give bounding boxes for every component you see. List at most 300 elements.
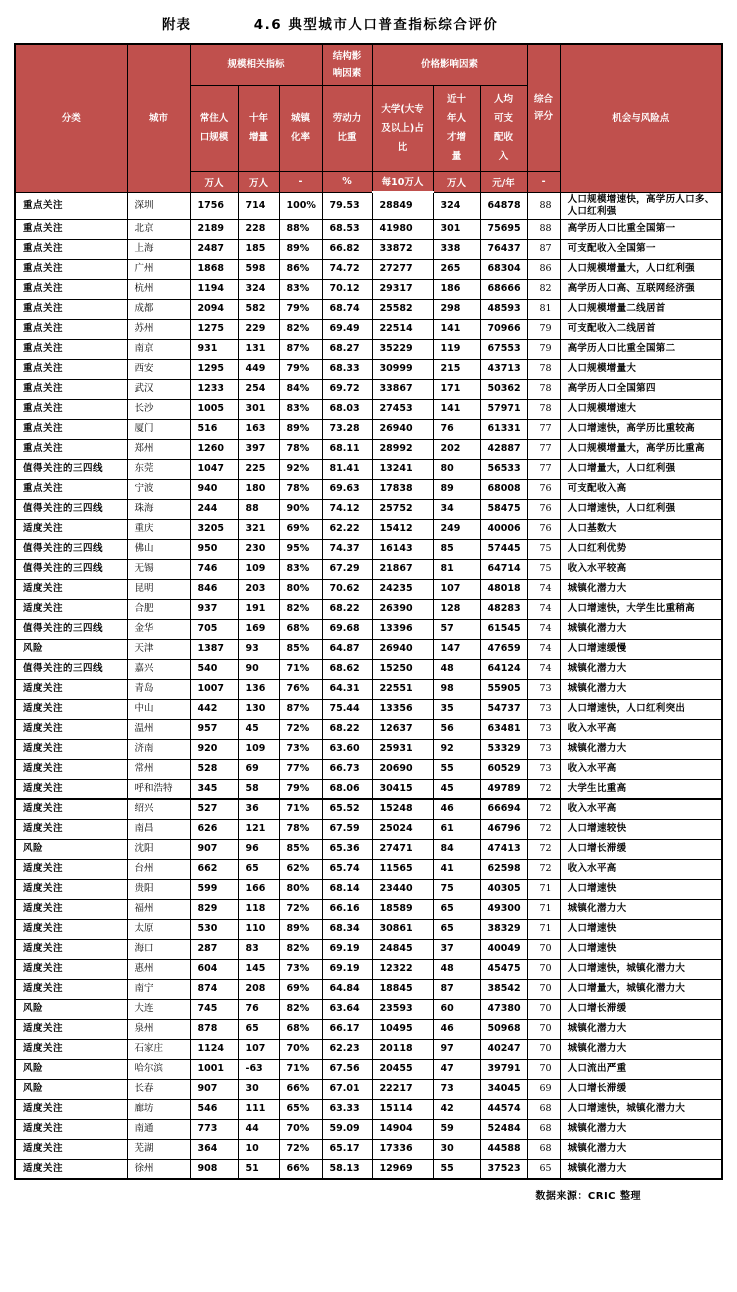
college-share-cell: 26940 <box>372 639 433 659</box>
income-cell: 52484 <box>480 1119 527 1139</box>
table-row <box>15 1079 722 1099</box>
labor-ratio-cell: 63.64 <box>322 999 372 1019</box>
labor-ratio-cell: 68.27 <box>322 339 372 359</box>
city-cell: 大连 <box>127 999 190 1019</box>
unit-resident-pop: 万人 <box>190 171 238 192</box>
remark-cell: 城镇化潜力大 <box>560 1139 722 1159</box>
table-row <box>15 1159 722 1179</box>
resident-pop-cell: 599 <box>190 879 238 899</box>
category-cell: 适度关注 <box>15 979 127 999</box>
decade-increment-cell: 96 <box>238 839 279 859</box>
decade-increment-cell: 93 <box>238 639 279 659</box>
talent-increment-cell: 215 <box>433 359 480 379</box>
table-row <box>15 1039 722 1059</box>
score-cell: 71 <box>527 879 560 899</box>
resident-pop-cell: 746 <box>190 559 238 579</box>
resident-pop-cell: 1295 <box>190 359 238 379</box>
unit-college-share: 每10万人 <box>372 171 433 192</box>
category-cell: 重点关注 <box>15 379 127 399</box>
talent-increment-cell: 171 <box>433 379 480 399</box>
resident-pop-cell: 546 <box>190 1099 238 1119</box>
talent-increment-cell: 46 <box>433 1019 480 1039</box>
score-cell: 73 <box>527 759 560 779</box>
income-cell: 42887 <box>480 439 527 459</box>
remark-cell: 人口增速较快 <box>560 819 722 839</box>
score-cell: 77 <box>527 419 560 439</box>
table-row <box>15 879 722 899</box>
urbanization-cell: 72% <box>279 899 322 919</box>
unit-score: - <box>527 171 560 192</box>
labor-ratio-cell: 73.28 <box>322 419 372 439</box>
labor-ratio-cell: 81.41 <box>322 459 372 479</box>
college-share-cell: 22217 <box>372 1079 433 1099</box>
decade-increment-cell: 65 <box>238 1019 279 1039</box>
talent-increment-cell: 80 <box>433 459 480 479</box>
income-cell: 48018 <box>480 579 527 599</box>
talent-increment-cell: 65 <box>433 899 480 919</box>
decade-increment-cell: 65 <box>238 859 279 879</box>
income-cell: 63481 <box>480 719 527 739</box>
resident-pop-cell: 3205 <box>190 519 238 539</box>
city-cell: 海口 <box>127 939 190 959</box>
labor-ratio-cell: 65.74 <box>322 859 372 879</box>
urbanization-cell: 71% <box>279 1059 322 1079</box>
remark-cell: 人口增速快 <box>560 939 722 959</box>
remark-cell: 可支配收入高 <box>560 479 722 499</box>
score-cell: 79 <box>527 319 560 339</box>
income-cell: 49789 <box>480 779 527 799</box>
talent-increment-cell: 98 <box>433 679 480 699</box>
resident-pop-cell: 540 <box>190 659 238 679</box>
remark-cell: 高学历人口比重全国第一 <box>560 219 722 239</box>
labor-ratio-cell: 69.72 <box>322 379 372 399</box>
table-row <box>15 939 722 959</box>
score-cell: 65 <box>527 1159 560 1179</box>
decade-increment-cell: 111 <box>238 1099 279 1119</box>
remark-cell: 城镇化潜力大 <box>560 1019 722 1039</box>
labor-ratio-cell: 62.23 <box>322 1039 372 1059</box>
score-cell: 70 <box>527 959 560 979</box>
resident-pop-cell: 662 <box>190 859 238 879</box>
urbanization-cell: 87% <box>279 339 322 359</box>
decade-increment-cell: 130 <box>238 699 279 719</box>
city-cell: 杭州 <box>127 279 190 299</box>
resident-pop-cell: 908 <box>190 1159 238 1179</box>
labor-ratio-cell: 69.19 <box>322 959 372 979</box>
category-cell: 重点关注 <box>15 299 127 319</box>
urbanization-cell: 85% <box>279 839 322 859</box>
college-share-cell: 13396 <box>372 619 433 639</box>
talent-increment-cell: 147 <box>433 639 480 659</box>
table-row <box>15 399 722 419</box>
college-share-cell: 29317 <box>372 279 433 299</box>
unit-income: 元/年 <box>480 171 527 192</box>
income-cell: 45475 <box>480 959 527 979</box>
decade-increment-cell: 69 <box>238 759 279 779</box>
category-cell: 重点关注 <box>15 399 127 419</box>
score-cell: 82 <box>527 279 560 299</box>
score-cell: 74 <box>527 619 560 639</box>
category-cell: 适度关注 <box>15 1099 127 1119</box>
resident-pop-cell: 705 <box>190 619 238 639</box>
category-cell: 适度关注 <box>15 679 127 699</box>
resident-pop-cell: 1233 <box>190 379 238 399</box>
decade-increment-cell: 110 <box>238 919 279 939</box>
table-row <box>15 499 722 519</box>
labor-ratio-cell: 59.09 <box>322 1119 372 1139</box>
header-resident-pop: 常住人口规模 <box>190 85 238 171</box>
urbanization-cell: 89% <box>279 919 322 939</box>
talent-increment-cell: 97 <box>433 1039 480 1059</box>
talent-increment-cell: 60 <box>433 999 480 1019</box>
decade-increment-cell: 163 <box>238 419 279 439</box>
talent-increment-cell: 65 <box>433 919 480 939</box>
college-share-cell: 30415 <box>372 779 433 799</box>
labor-ratio-cell: 68.03 <box>322 399 372 419</box>
labor-ratio-cell: 68.22 <box>322 599 372 619</box>
labor-ratio-cell: 66.16 <box>322 899 372 919</box>
score-cell: 77 <box>527 439 560 459</box>
labor-ratio-cell: 64.87 <box>322 639 372 659</box>
resident-pop-cell: 1005 <box>190 399 238 419</box>
urbanization-cell: 72% <box>279 719 322 739</box>
resident-pop-cell: 1260 <box>190 439 238 459</box>
decade-increment-cell: 230 <box>238 539 279 559</box>
decade-increment-cell: 321 <box>238 519 279 539</box>
category-cell: 重点关注 <box>15 359 127 379</box>
urbanization-cell: 88% <box>279 219 322 239</box>
city-cell: 昆明 <box>127 579 190 599</box>
category-cell: 风险 <box>15 1059 127 1079</box>
unit-decade-increment: 万人 <box>238 171 279 192</box>
decade-increment-cell: 58 <box>238 779 279 799</box>
income-cell: 64878 <box>480 192 527 219</box>
resident-pop-cell: 846 <box>190 579 238 599</box>
category-cell: 重点关注 <box>15 419 127 439</box>
city-cell: 哈尔滨 <box>127 1059 190 1079</box>
labor-ratio-cell: 74.72 <box>322 259 372 279</box>
income-cell: 39791 <box>480 1059 527 1079</box>
table-row <box>15 1119 722 1139</box>
decade-increment-cell: 109 <box>238 739 279 759</box>
resident-pop-cell: 1756 <box>190 192 238 219</box>
income-cell: 61545 <box>480 619 527 639</box>
table-row <box>15 999 722 1019</box>
city-cell: 福州 <box>127 899 190 919</box>
category-cell: 值得关注的三四线 <box>15 459 127 479</box>
remark-cell: 城镇化潜力大 <box>560 1159 722 1179</box>
talent-increment-cell: 119 <box>433 339 480 359</box>
category-cell: 重点关注 <box>15 439 127 459</box>
score-cell: 73 <box>527 679 560 699</box>
score-cell: 68 <box>527 1139 560 1159</box>
decade-increment-cell: 208 <box>238 979 279 999</box>
city-cell: 廊坊 <box>127 1099 190 1119</box>
remark-cell: 人口规模增量大，高学历比重高 <box>560 439 722 459</box>
urbanization-cell: 82% <box>279 599 322 619</box>
remark-cell: 人口增长滞缓 <box>560 999 722 1019</box>
labor-ratio-cell: 74.12 <box>322 499 372 519</box>
urbanization-cell: 80% <box>279 579 322 599</box>
labor-ratio-cell: 58.13 <box>322 1159 372 1179</box>
income-cell: 38329 <box>480 919 527 939</box>
college-share-cell: 13241 <box>372 459 433 479</box>
remark-cell: 人口规模增量大 <box>560 359 722 379</box>
decade-increment-cell: 30 <box>238 1079 279 1099</box>
income-cell: 50968 <box>480 1019 527 1039</box>
remark-cell: 人口增速快 <box>560 879 722 899</box>
decade-increment-cell: 397 <box>238 439 279 459</box>
city-cell: 宁波 <box>127 479 190 499</box>
income-cell: 38542 <box>480 979 527 999</box>
remark-cell: 人口增速快，高学历比重较高 <box>560 419 722 439</box>
income-cell: 40305 <box>480 879 527 899</box>
decade-increment-cell: 76 <box>238 999 279 1019</box>
college-share-cell: 18589 <box>372 899 433 919</box>
table-row <box>15 379 722 399</box>
table-row <box>15 659 722 679</box>
resident-pop-cell: 829 <box>190 899 238 919</box>
remark-cell: 人口规模增量大，人口红利强 <box>560 259 722 279</box>
talent-increment-cell: 107 <box>433 579 480 599</box>
city-cell: 太原 <box>127 919 190 939</box>
decade-increment-cell: 83 <box>238 939 279 959</box>
talent-increment-cell: 55 <box>433 759 480 779</box>
labor-ratio-cell: 62.22 <box>322 519 372 539</box>
score-cell: 81 <box>527 299 560 319</box>
resident-pop-cell: 626 <box>190 819 238 839</box>
remark-cell: 人口基数大 <box>560 519 722 539</box>
labor-ratio-cell: 69.63 <box>322 479 372 499</box>
score-cell: 78 <box>527 359 560 379</box>
income-cell: 76437 <box>480 239 527 259</box>
labor-ratio-cell: 69.19 <box>322 939 372 959</box>
decade-increment-cell: 145 <box>238 959 279 979</box>
city-cell: 郑州 <box>127 439 190 459</box>
income-cell: 47380 <box>480 999 527 1019</box>
table-row <box>15 339 722 359</box>
labor-ratio-cell: 68.06 <box>322 779 372 799</box>
talent-increment-cell: 61 <box>433 819 480 839</box>
labor-ratio-cell: 64.84 <box>322 979 372 999</box>
remark-cell: 人口规模增速大 <box>560 399 722 419</box>
table-title <box>0 0 737 33</box>
city-cell: 惠州 <box>127 959 190 979</box>
urbanization-cell: 68% <box>279 1019 322 1039</box>
table-row <box>15 1139 722 1159</box>
urbanization-cell: 84% <box>279 379 322 399</box>
resident-pop-cell: 1387 <box>190 639 238 659</box>
labor-ratio-cell: 67.56 <box>322 1059 372 1079</box>
category-cell: 适度关注 <box>15 739 127 759</box>
college-share-cell: 18845 <box>372 979 433 999</box>
data-source-note: 数据来源：CRIC 整理 <box>535 1191 641 1202</box>
talent-increment-cell: 249 <box>433 519 480 539</box>
resident-pop-cell: 345 <box>190 779 238 799</box>
college-share-cell: 15248 <box>372 799 433 819</box>
category-cell: 适度关注 <box>15 599 127 619</box>
talent-increment-cell: 73 <box>433 1079 480 1099</box>
college-share-cell: 11565 <box>372 859 433 879</box>
college-share-cell: 23593 <box>372 999 433 1019</box>
table-row <box>15 839 722 859</box>
income-cell: 53329 <box>480 739 527 759</box>
score-cell: 73 <box>527 699 560 719</box>
score-cell: 74 <box>527 579 560 599</box>
decade-increment-cell: 598 <box>238 259 279 279</box>
category-cell: 值得关注的三四线 <box>15 619 127 639</box>
remark-cell: 人口增长滞缓 <box>560 1079 722 1099</box>
score-cell: 88 <box>527 192 560 219</box>
score-cell: 71 <box>527 919 560 939</box>
city-cell: 重庆 <box>127 519 190 539</box>
college-share-cell: 26940 <box>372 419 433 439</box>
urbanization-cell: 82% <box>279 999 322 1019</box>
table-row <box>15 1019 722 1039</box>
category-cell: 适度关注 <box>15 519 127 539</box>
table-row <box>15 779 722 799</box>
remark-cell: 城镇化潜力大 <box>560 739 722 759</box>
category-cell: 适度关注 <box>15 1019 127 1039</box>
city-cell: 台州 <box>127 859 190 879</box>
college-share-cell: 27453 <box>372 399 433 419</box>
category-cell: 适度关注 <box>15 1159 127 1179</box>
college-share-cell: 28849 <box>372 192 433 219</box>
decade-increment-cell: 45 <box>238 719 279 739</box>
table-body <box>15 192 722 1179</box>
score-cell: 71 <box>527 899 560 919</box>
score-cell: 76 <box>527 499 560 519</box>
category-cell: 适度关注 <box>15 699 127 719</box>
labor-ratio-cell: 63.33 <box>322 1099 372 1119</box>
urbanization-cell: 82% <box>279 319 322 339</box>
table-row <box>15 539 722 559</box>
header-decade-increment: 十年增量 <box>238 85 279 171</box>
income-cell: 56533 <box>480 459 527 479</box>
talent-increment-cell: 55 <box>433 1159 480 1179</box>
score-cell: 75 <box>527 539 560 559</box>
table-row <box>15 192 722 219</box>
score-cell: 72 <box>527 819 560 839</box>
remark-cell: 高学历人口高、互联网经济强 <box>560 279 722 299</box>
table-row <box>15 599 722 619</box>
income-cell: 68304 <box>480 259 527 279</box>
city-cell: 武汉 <box>127 379 190 399</box>
category-cell: 适度关注 <box>15 799 127 819</box>
resident-pop-cell: 442 <box>190 699 238 719</box>
score-cell: 70 <box>527 1019 560 1039</box>
college-share-cell: 20690 <box>372 759 433 779</box>
labor-ratio-cell: 68.74 <box>322 299 372 319</box>
college-share-cell: 25582 <box>372 299 433 319</box>
remark-cell: 人口红利优势 <box>560 539 722 559</box>
college-share-cell: 22514 <box>372 319 433 339</box>
urbanization-cell: 79% <box>279 299 322 319</box>
talent-increment-cell: 57 <box>433 619 480 639</box>
category-cell: 适度关注 <box>15 959 127 979</box>
category-cell: 重点关注 <box>15 219 127 239</box>
income-cell: 54737 <box>480 699 527 719</box>
college-share-cell: 33867 <box>372 379 433 399</box>
income-cell: 61331 <box>480 419 527 439</box>
remark-cell: 收入水平高 <box>560 719 722 739</box>
resident-pop-cell: 907 <box>190 1079 238 1099</box>
labor-ratio-cell: 64.31 <box>322 679 372 699</box>
remark-cell: 收入水平高 <box>560 859 722 879</box>
category-cell: 重点关注 <box>15 279 127 299</box>
decade-increment-cell: 225 <box>238 459 279 479</box>
decade-increment-cell: 191 <box>238 599 279 619</box>
score-cell: 79 <box>527 339 560 359</box>
resident-pop-cell: 1194 <box>190 279 238 299</box>
category-cell: 适度关注 <box>15 1139 127 1159</box>
decade-increment-cell: 118 <box>238 899 279 919</box>
decade-increment-cell: 301 <box>238 399 279 419</box>
urbanization-cell: 78% <box>279 479 322 499</box>
category-cell: 适度关注 <box>15 899 127 919</box>
labor-ratio-cell: 66.73 <box>322 759 372 779</box>
score-cell: 78 <box>527 399 560 419</box>
urbanization-cell: 79% <box>279 359 322 379</box>
category-cell: 风险 <box>15 839 127 859</box>
urbanization-cell: 66% <box>279 1079 322 1099</box>
decade-increment-cell: 51 <box>238 1159 279 1179</box>
income-cell: 44574 <box>480 1099 527 1119</box>
city-cell: 佛山 <box>127 539 190 559</box>
score-cell: 78 <box>527 379 560 399</box>
college-share-cell: 30999 <box>372 359 433 379</box>
college-share-cell: 24845 <box>372 939 433 959</box>
remark-cell: 城镇化潜力大 <box>560 899 722 919</box>
city-cell: 厦门 <box>127 419 190 439</box>
header-talent-increment: 近十年人才增量 <box>433 85 480 171</box>
resident-pop-cell: 530 <box>190 919 238 939</box>
table-row <box>15 639 722 659</box>
table-row <box>15 359 722 379</box>
talent-increment-cell: 42 <box>433 1099 480 1119</box>
score-cell: 76 <box>527 479 560 499</box>
table-row <box>15 759 722 779</box>
resident-pop-cell: 1047 <box>190 459 238 479</box>
decade-increment-cell: 169 <box>238 619 279 639</box>
resident-pop-cell: 920 <box>190 739 238 759</box>
income-cell: 64124 <box>480 659 527 679</box>
income-cell: 66694 <box>480 799 527 819</box>
urbanization-cell: 80% <box>279 879 322 899</box>
labor-ratio-cell: 65.52 <box>322 799 372 819</box>
decade-increment-cell: 582 <box>238 299 279 319</box>
income-cell: 67553 <box>480 339 527 359</box>
college-share-cell: 15114 <box>372 1099 433 1119</box>
urbanization-cell: 89% <box>279 419 322 439</box>
income-cell: 34045 <box>480 1079 527 1099</box>
category-cell: 适度关注 <box>15 1119 127 1139</box>
income-cell: 48283 <box>480 599 527 619</box>
resident-pop-cell: 950 <box>190 539 238 559</box>
talent-increment-cell: 48 <box>433 959 480 979</box>
resident-pop-cell: 1001 <box>190 1059 238 1079</box>
labor-ratio-cell: 66.17 <box>322 1019 372 1039</box>
talent-increment-cell: 298 <box>433 299 480 319</box>
remark-cell: 城镇化潜力大 <box>560 679 722 699</box>
college-share-cell: 41980 <box>372 219 433 239</box>
decade-increment-cell: 166 <box>238 879 279 899</box>
unit-labor-ratio: % <box>322 171 372 192</box>
header-college-share: 大学(大专及以上)占比 <box>372 85 433 171</box>
remark-cell: 城镇化潜力大 <box>560 1119 722 1139</box>
resident-pop-cell: 516 <box>190 419 238 439</box>
labor-ratio-cell: 69.68 <box>322 619 372 639</box>
